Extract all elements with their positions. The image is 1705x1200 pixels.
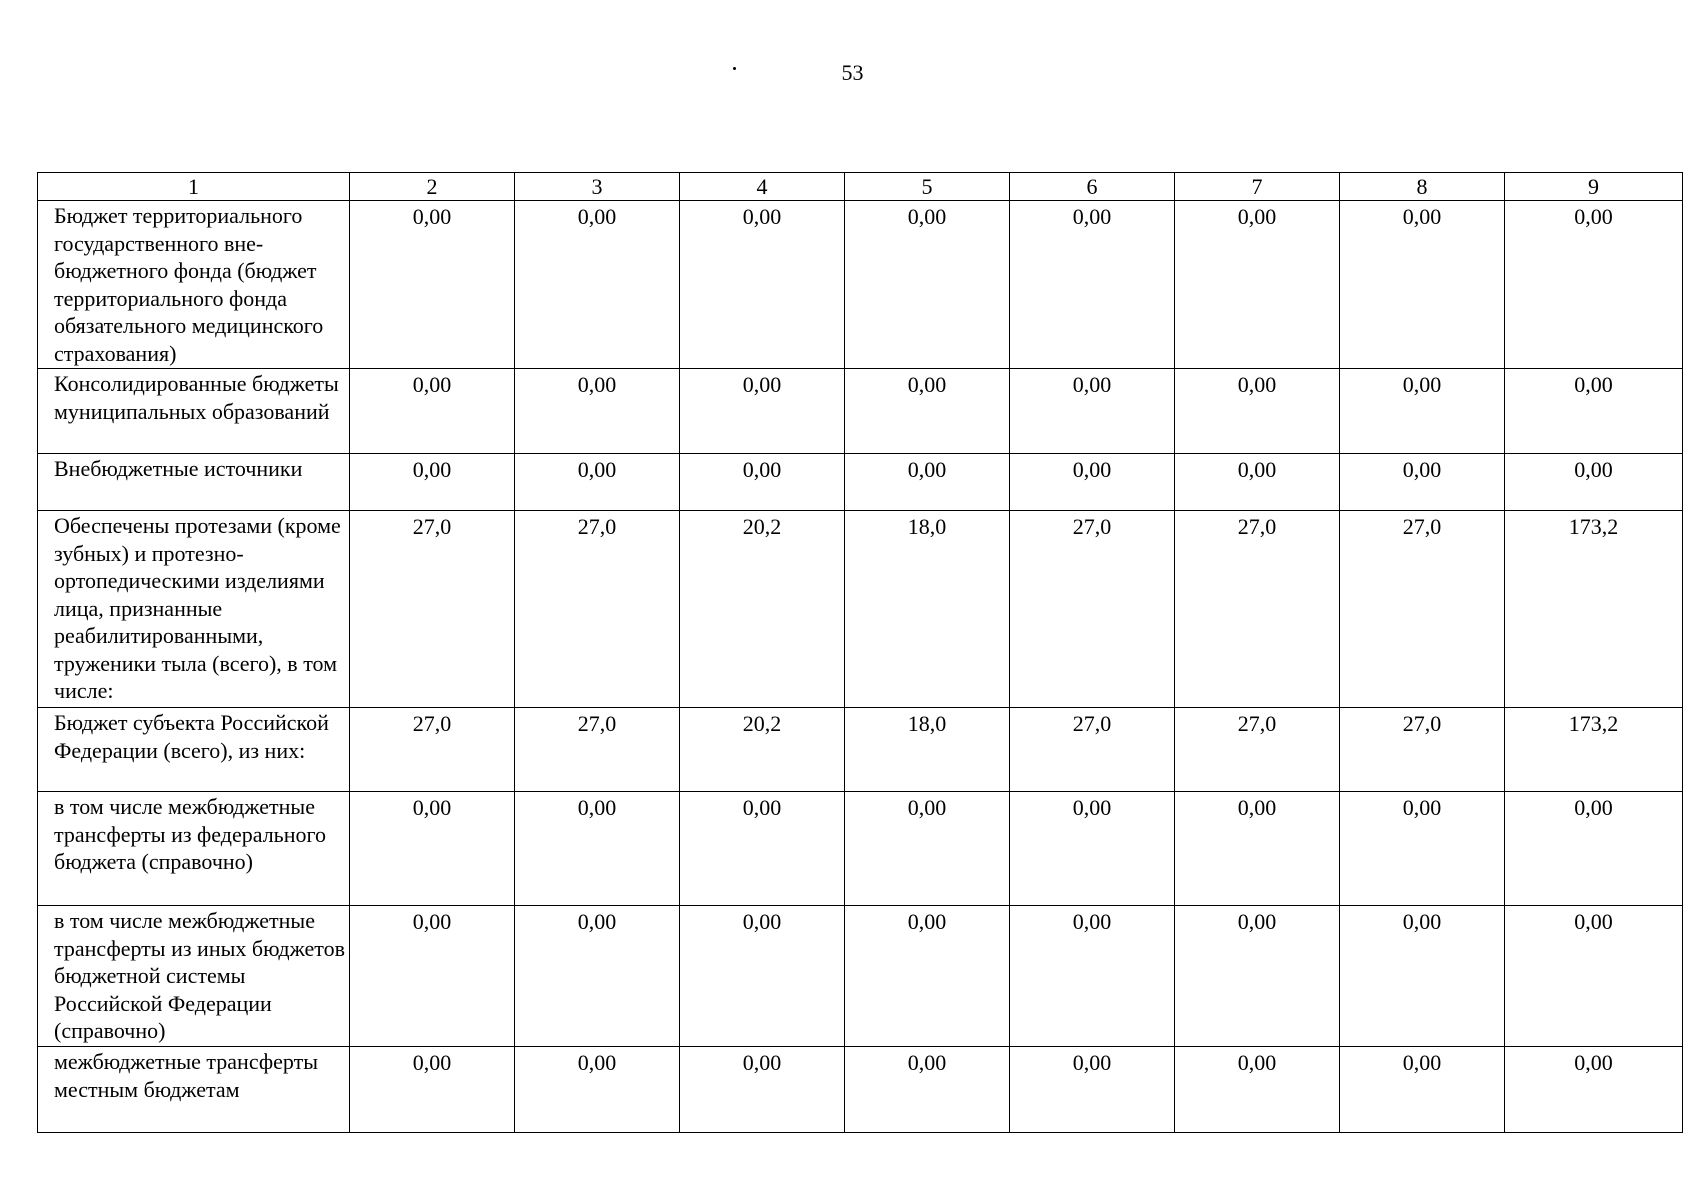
- table-cell: 0,00: [680, 1047, 845, 1133]
- table-cell: 0,00: [350, 1047, 515, 1133]
- table-cell: 18,0: [845, 511, 1010, 708]
- table-cell: 0,00: [1505, 1047, 1683, 1133]
- table-cell: 0,00: [350, 454, 515, 511]
- table-cell: 20,2: [680, 511, 845, 708]
- table-row: [38, 369, 1683, 454]
- table-cell: 0,00: [1505, 201, 1683, 369]
- table-cell: 27,0: [1175, 708, 1340, 792]
- table-cell: 0,00: [680, 454, 845, 511]
- table-cell: 0,00: [1175, 906, 1340, 1047]
- table-cell: 27,0: [1175, 511, 1340, 708]
- budget-table: [37, 172, 1683, 1133]
- table-cell: 0,00: [350, 201, 515, 369]
- table-cell: 0,00: [1340, 201, 1505, 369]
- table-cell: 0,00: [1010, 201, 1175, 369]
- table-cell: 0,00: [1340, 454, 1505, 511]
- table-cell: 0,00: [1340, 792, 1505, 906]
- table-cell: 27,0: [350, 511, 515, 708]
- table-cell: 20,2: [680, 708, 845, 792]
- row-label: в том числе межбюджетные трансферты из федерального бюджета (справочно): [38, 792, 350, 906]
- table-cell: 0,00: [680, 906, 845, 1047]
- row-label: межбюджетные трансферты местным бюджетам: [38, 1047, 350, 1133]
- page-number: 53: [841, 60, 864, 85]
- table-cell: 0,00: [1010, 369, 1175, 454]
- table-cell: 0,00: [350, 792, 515, 906]
- table-cell: 27,0: [350, 708, 515, 792]
- table-cell: 0,00: [1340, 906, 1505, 1047]
- table-cell: 0,00: [1505, 792, 1683, 906]
- table-cell: 0,00: [845, 1047, 1010, 1133]
- row-label: Внебюджетные источники: [38, 454, 350, 511]
- table-cell: 0,00: [1505, 369, 1683, 454]
- scan-speck: [733, 67, 736, 70]
- table-cell: 173,2: [1505, 708, 1683, 792]
- column-header: 2: [350, 173, 515, 201]
- table-cell: 0,00: [1010, 454, 1175, 511]
- column-header: 5: [845, 173, 1010, 201]
- table-row: [38, 792, 1683, 906]
- column-header: 1: [38, 173, 350, 201]
- table-cell: 0,00: [1175, 454, 1340, 511]
- table-row: [38, 511, 1683, 708]
- table-cell: 0,00: [1175, 201, 1340, 369]
- table-cell: 0,00: [515, 792, 680, 906]
- table-cell: 0,00: [845, 454, 1010, 511]
- table-cell: 27,0: [1340, 511, 1505, 708]
- table-cell: 0,00: [680, 201, 845, 369]
- column-header: 3: [515, 173, 680, 201]
- table-cell: 0,00: [845, 906, 1010, 1047]
- row-label: Консолидированные бюджеты муниципальных образований: [38, 369, 350, 454]
- table-cell: 0,00: [845, 369, 1010, 454]
- table-row: [38, 201, 1683, 369]
- table-header-row: [38, 173, 1683, 201]
- table-row: [38, 906, 1683, 1047]
- table-cell: 27,0: [1010, 708, 1175, 792]
- table-cell: 0,00: [1175, 792, 1340, 906]
- table-cell: 0,00: [515, 369, 680, 454]
- row-label: в том числе межбюджетные трансферты из иных бюджетов бюджетной системы Российской Федерации (справочно): [38, 906, 350, 1047]
- table-cell: 0,00: [845, 201, 1010, 369]
- table-cell: 0,00: [515, 906, 680, 1047]
- table-cell: 0,00: [680, 369, 845, 454]
- table-cell: 0,00: [515, 454, 680, 511]
- table-cell: 0,00: [1340, 1047, 1505, 1133]
- table-cell: 0,00: [1010, 906, 1175, 1047]
- table-row: [38, 454, 1683, 511]
- table-row: [38, 1047, 1683, 1133]
- table-cell: 0,00: [515, 201, 680, 369]
- table-cell: 173,2: [1505, 511, 1683, 708]
- table-cell: 0,00: [515, 1047, 680, 1133]
- table-cell: 0,00: [1010, 1047, 1175, 1133]
- table-cell: 27,0: [1010, 511, 1175, 708]
- table-cell: 27,0: [515, 708, 680, 792]
- table-cell: 0,00: [1010, 792, 1175, 906]
- column-header: 9: [1505, 173, 1683, 201]
- table-cell: 18,0: [845, 708, 1010, 792]
- column-header: 4: [680, 173, 845, 201]
- table-cell: 0,00: [1175, 369, 1340, 454]
- column-header: 8: [1340, 173, 1505, 201]
- table-cell: 27,0: [1340, 708, 1505, 792]
- table-cell: 0,00: [680, 792, 845, 906]
- table-cell: 0,00: [350, 369, 515, 454]
- column-header: 7: [1175, 173, 1340, 201]
- table-cell: 27,0: [515, 511, 680, 708]
- table-cell: 0,00: [1175, 1047, 1340, 1133]
- table-cell: 0,00: [350, 906, 515, 1047]
- row-label: Обеспечены протезами (кроме зубных) и протезно-ортопедическими изделиями лица, признанные реабилитированными, труженики тыла (всего), в том числе:: [38, 511, 350, 708]
- column-header: 6: [1010, 173, 1175, 201]
- row-label: Бюджет территориального государственного внебюджетного фонда (бюджет территориального фонда обязательного медицинского страхования): [38, 201, 350, 369]
- table-cell: 0,00: [1340, 369, 1505, 454]
- table-row: [38, 708, 1683, 792]
- table-cell: 0,00: [845, 792, 1010, 906]
- row-label: Бюджет субъекта Российской Федерации (всего), из них:: [38, 708, 350, 792]
- table-cell: 0,00: [1505, 454, 1683, 511]
- table-cell: 0,00: [1505, 906, 1683, 1047]
